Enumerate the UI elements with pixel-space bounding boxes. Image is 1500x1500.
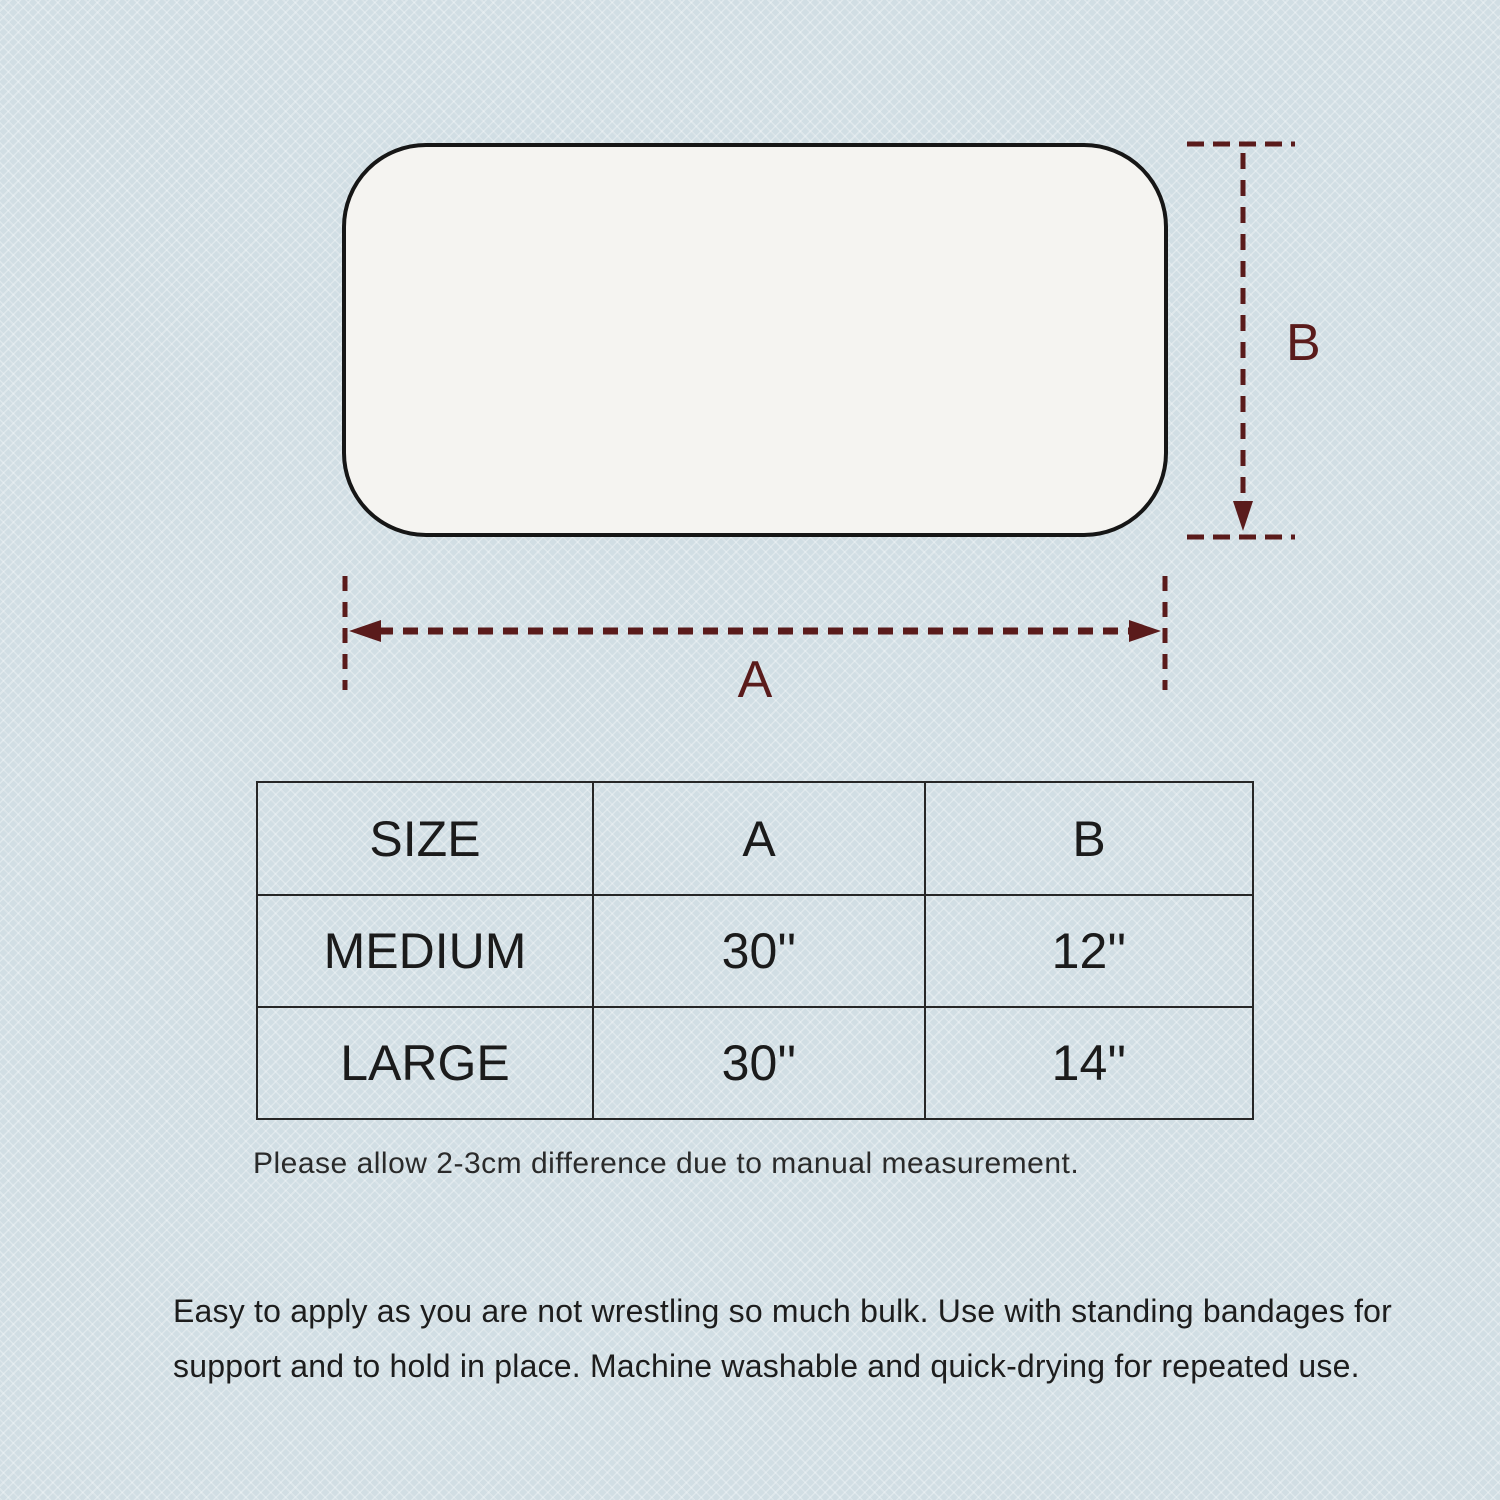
cell-medium-size: MEDIUM	[257, 895, 593, 1007]
width-dimension-label: A	[737, 651, 773, 709]
product-description: Easy to apply as you are not wrestling so much bulk. Use with standing bandages for support and to hold in place. Machine washable and quick-drying for repeated use.	[173, 1293, 1393, 1384]
height-dimension-label: B	[1286, 314, 1321, 372]
cell-medium-a: 30''	[593, 895, 925, 1007]
cell-large-size: LARGE	[257, 1007, 593, 1119]
cell-large-a: 30''	[593, 1007, 925, 1119]
size-table	[256, 781, 1254, 1120]
a-arrowhead-right-icon	[1129, 620, 1161, 642]
table-row-medium	[257, 895, 1253, 1007]
cell-large-b: 14''	[925, 1007, 1253, 1119]
measurement-note: Please allow 2-3cm difference due to manual measurement.	[253, 1147, 1080, 1180]
b-arrowhead-down-icon	[1233, 501, 1253, 531]
table-row-large	[257, 1007, 1253, 1119]
cell-medium-b: 12''	[925, 895, 1253, 1007]
header-cell-b: B	[925, 782, 1253, 895]
size-table-header-row	[257, 782, 1253, 895]
header-cell-size: SIZE	[257, 782, 593, 895]
a-arrowhead-left-icon	[349, 620, 381, 642]
header-cell-a: A	[593, 782, 925, 895]
product-pad-outline	[344, 145, 1166, 535]
